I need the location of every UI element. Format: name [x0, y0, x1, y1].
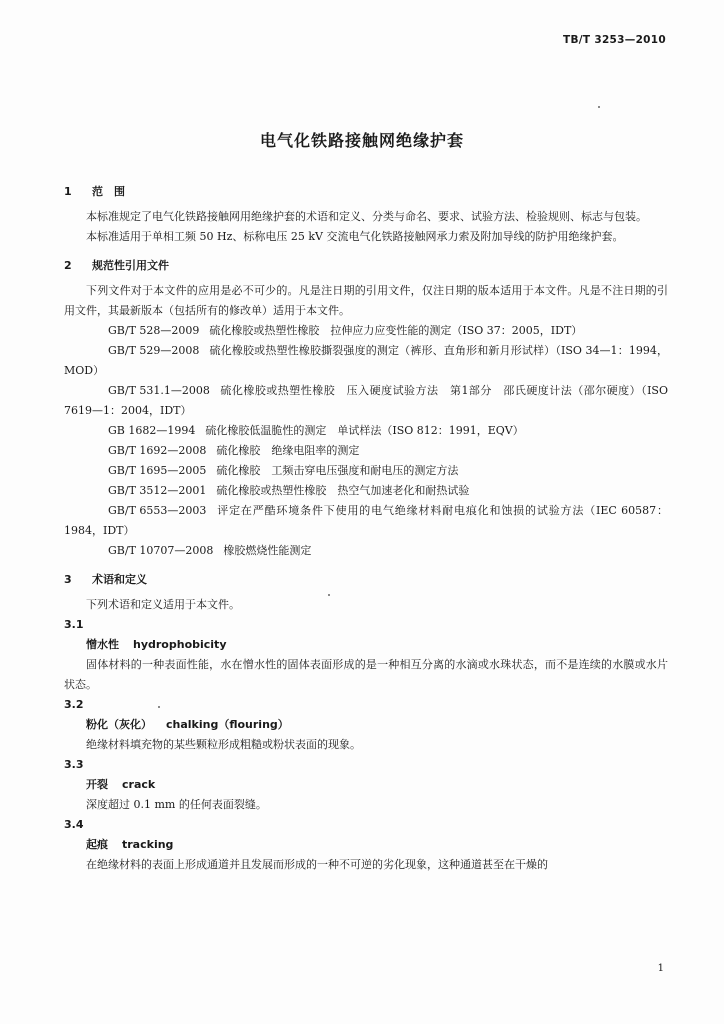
reference-code: GB/T 1695—2005 [108, 464, 207, 477]
references-intro: 下列文件对于本文件的应用是必不可少的。凡是注日期的引用文件，仅注日期的版本适用于本文件。凡是不注日期的引用文件，其最新版本（包括所有的修改单）适用于本文件。 [64, 284, 668, 317]
section-heading-terms [64, 570, 668, 590]
reference-title: 评定在严酷环境条件下使用的电气绝缘材料耐电痕化和蚀损的试验方法（IEC 60587：1984，IDT） [64, 504, 668, 537]
term-chinese: 憎水性 [86, 638, 119, 651]
terms-intro: 下列术语和定义适用于本文件。 [86, 598, 240, 611]
reference-code: GB/T 10707—2008 [108, 544, 214, 557]
document-title: 电气化铁路接触网绝缘护套 [259, 131, 464, 150]
scope-paragraph: 本标准规定了电气化铁路接触网用绝缘护套的术语和定义、分类与命名、要求、试验方法、检验规则、标志与包装。 [86, 210, 647, 223]
section-number: 2 [64, 259, 72, 272]
reference-item [64, 321, 668, 341]
section-heading-scope [64, 182, 668, 202]
term-entry [64, 835, 668, 855]
reference-item [64, 481, 668, 501]
term-definition: 深度超过 0.1 mm 的任何表面裂缝。 [86, 798, 267, 811]
term-chinese: 起痕 [86, 838, 108, 851]
reference-title: 橡胶燃烧性能测定 [223, 544, 312, 557]
reference-code: GB/T 528—2009 [108, 324, 200, 337]
reference-title: 硫化橡胶或热塑性橡胶撕裂强度的测定（裤形、直角形和新月形试样）（ISO 34—1：1994，MOD） [64, 344, 668, 377]
section-title: 术语和定义 [92, 573, 147, 586]
reference-item [64, 381, 668, 421]
page-number: 1 [657, 963, 664, 974]
term-entry [64, 715, 668, 735]
reference-code: GB/T 6553—2003 [108, 504, 207, 517]
clause-number: 3.3 [64, 758, 84, 771]
reference-title: 硫化橡胶低温脆性的测定 单试样法（ISO 812：1991，EQV） [205, 424, 524, 437]
clause-number: 3.1 [64, 618, 84, 631]
scope-paragraph: 本标准适用于单相工频 50 Hz、标称电压 25 kV 交流电气化铁路接触网承力索及附加导线的防护用绝缘护套。 [86, 230, 624, 243]
term-english: crack [122, 778, 156, 791]
section-number: 3 [64, 573, 72, 586]
reference-code: GB/T 531.1—2008 [108, 384, 210, 397]
term-definition: 绝缘材料填充物的某些颗粒形成粗糙或粉状表面的现象。 [86, 738, 361, 751]
reference-code: GB/T 1692—2008 [108, 444, 207, 457]
section-title: 范 围 [92, 185, 125, 198]
section-number: 1 [64, 185, 72, 198]
term-english: chalking（flouring） [166, 718, 289, 731]
term-english: tracking [122, 838, 174, 851]
reference-item [64, 441, 668, 461]
scan-speck [328, 594, 330, 596]
document-body [64, 182, 668, 875]
reference-title: 硫化橡胶 绝缘电阻率的测定 [216, 444, 360, 457]
term-english: hydrophobicity [133, 638, 227, 651]
section-heading-references [64, 256, 668, 276]
reference-item [64, 341, 668, 381]
term-definition: 在绝缘材料的表面上形成通道并且发展而形成的一种不可逆的劣化现象，这种通道甚至在干燥的 [86, 858, 548, 871]
reference-code: GB/T 529—2008 [108, 344, 200, 357]
term-entry [64, 635, 668, 655]
section-title: 规范性引用文件 [92, 259, 169, 272]
reference-title: 硫化橡胶 工频击穿电压强度和耐电压的测定方法 [216, 464, 459, 477]
clause-number: 3.2 [64, 698, 84, 711]
reference-item [64, 421, 668, 441]
scan-speck [158, 706, 160, 708]
reference-title: 硫化橡胶或热塑性橡胶 压入硬度试验方法 第1部分 邵氏硬度计法（邵尔硬度）（ISO 7619—1：2004，IDT） [64, 384, 668, 417]
standard-number: TB/T 3253—2010 [563, 34, 666, 46]
reference-item [64, 461, 668, 481]
reference-code: GB/T 3512—2001 [108, 484, 207, 497]
term-chinese: 粉化（灰化） [86, 718, 152, 731]
reference-item [64, 541, 668, 561]
term-entry [64, 775, 668, 795]
scan-speck [598, 106, 600, 108]
reference-title: 硫化橡胶或热塑性橡胶 拉伸应力应变性能的测定（ISO 37：2005，IDT） [209, 324, 583, 337]
reference-code: GB 1682—1994 [108, 424, 196, 437]
term-chinese: 开裂 [86, 778, 108, 791]
term-definition: 固体材料的一种表面性能，水在憎水性的固体表面形成的是一种相互分离的水滴或水珠状态，而不是连续的水膜或水片状态。 [64, 658, 668, 691]
reference-title: 硫化橡胶或热塑性橡胶 热空气加速老化和耐热试验 [216, 484, 470, 497]
clause-number: 3.4 [64, 818, 84, 831]
reference-item [64, 501, 668, 541]
